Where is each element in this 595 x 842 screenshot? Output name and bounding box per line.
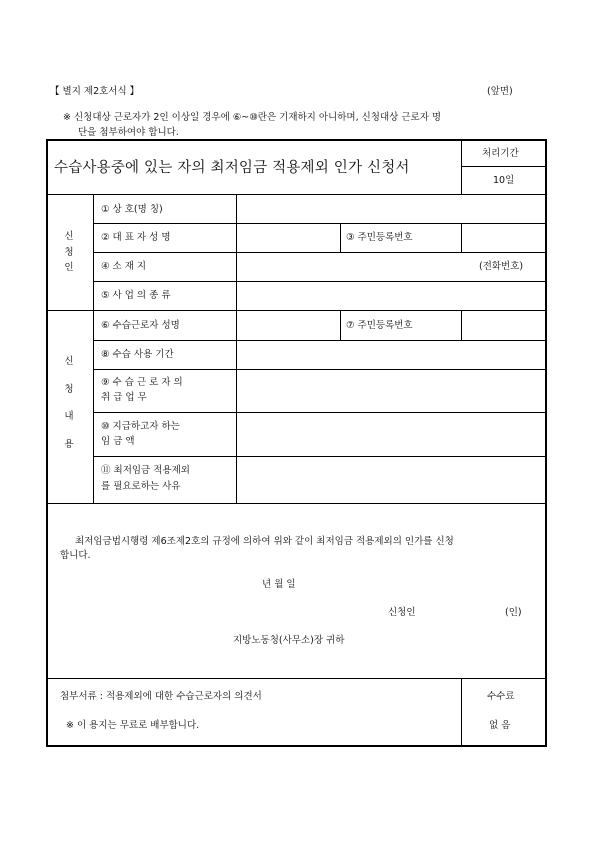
rule — [340, 223, 341, 252]
representative-name-label: ② 대 표 자 성 명 — [101, 232, 171, 243]
fee-label: 수수료 — [487, 691, 515, 702]
trainee-duties-label-2: 취 급 업 무 — [101, 392, 147, 403]
wage-amount-field[interactable] — [237, 413, 546, 456]
rule-period-split — [461, 166, 546, 167]
probation-period-field[interactable] — [237, 341, 546, 369]
exemption-reason-label: ⑪ 최저임금 적용제외 — [101, 465, 190, 476]
trainee-duties-field[interactable] — [237, 370, 546, 412]
instruction-note-line2: 단을 첨부하여야 합니다. — [78, 127, 179, 138]
business-name-label: ① 상 호(명 칭) — [101, 204, 163, 215]
application-content-side-label: 신 청 내 용 — [64, 356, 74, 450]
applicant-signature-label: 신청인 — [388, 607, 416, 618]
address-label: ④ 소 재 지 — [101, 261, 147, 272]
processing-period-value: 10일 — [493, 175, 515, 186]
exemption-reason-field[interactable] — [237, 457, 546, 503]
trainee-resident-number-label: ⑦ 주민등록번호 — [346, 320, 413, 331]
declaration-text-line1: 최저임금법시행령 제6조제2호의 규정에 의하여 위와 같이 최저임금 적용제외의 인가를 신청 — [75, 536, 454, 547]
form-title: 수습사용중에 있는 자의 최저임금 적용제외 인가 신청서 — [54, 160, 410, 176]
business-type-label: ⑤ 사 업 의 종 류 — [101, 290, 171, 301]
instruction-note-line1: ※ 신청대상 근로자가 2인 이상일 경우에 ⑥~⑩란은 기재하지 아니하며, 신청대상 근로자 명 — [63, 112, 442, 123]
applicant-side-label: 신 청 인 — [64, 231, 74, 273]
declaration-text-line2: 합니다. — [60, 550, 91, 561]
representative-name-field[interactable] — [237, 224, 340, 252]
probation-period-label: ⑧ 수습 사용 기간 — [101, 349, 174, 360]
trainee-duties-label: ⑨ 수 습 근 로 자 의 — [101, 377, 183, 388]
seal-mark: (인) — [505, 607, 522, 618]
rule — [340, 310, 341, 340]
exemption-reason-label-2: 를 필요로하는 사유 — [101, 481, 181, 492]
trainee-name-field[interactable] — [237, 311, 340, 340]
rule-content-bottom — [47, 503, 546, 504]
trainee-resident-number-field[interactable] — [462, 311, 546, 340]
address-field[interactable] — [237, 253, 472, 281]
attachment-note: 첨부서류 : 적용제외에 대한 수습근로자의 의견서 — [60, 691, 262, 702]
wage-amount-label: ⑩ 지급하고자 하는 — [101, 421, 180, 432]
business-name-field[interactable] — [237, 195, 546, 223]
resident-number-field[interactable] — [462, 224, 546, 252]
trainee-name-label: ⑥ 수습근로자 성명 — [101, 320, 180, 331]
rule-title-divider — [461, 141, 462, 194]
rule-declaration-bottom — [47, 678, 546, 679]
form-number-tag: 【 별지 제2호서식 】 — [50, 86, 140, 97]
rule-fee-divider — [461, 679, 462, 745]
resident-number-label: ③ 주민등록번호 — [346, 232, 413, 243]
processing-period-label: 처리기간 — [482, 148, 519, 159]
declaration-date: 년 월 일 — [262, 579, 296, 590]
page-side-label: (앞면) — [487, 86, 513, 97]
free-distribution-note: ※ 이 용지는 무료로 배부합니다. — [66, 720, 200, 731]
business-type-field[interactable] — [237, 282, 546, 310]
fee-value: 없 음 — [489, 720, 511, 731]
phone-label: (전화번호) — [479, 261, 524, 272]
recipient-line: 지방노동청(사무소)장 귀하 — [233, 635, 345, 646]
rule-side-label-divider — [93, 195, 94, 503]
wage-amount-label-2: 임 금 액 — [101, 436, 135, 447]
